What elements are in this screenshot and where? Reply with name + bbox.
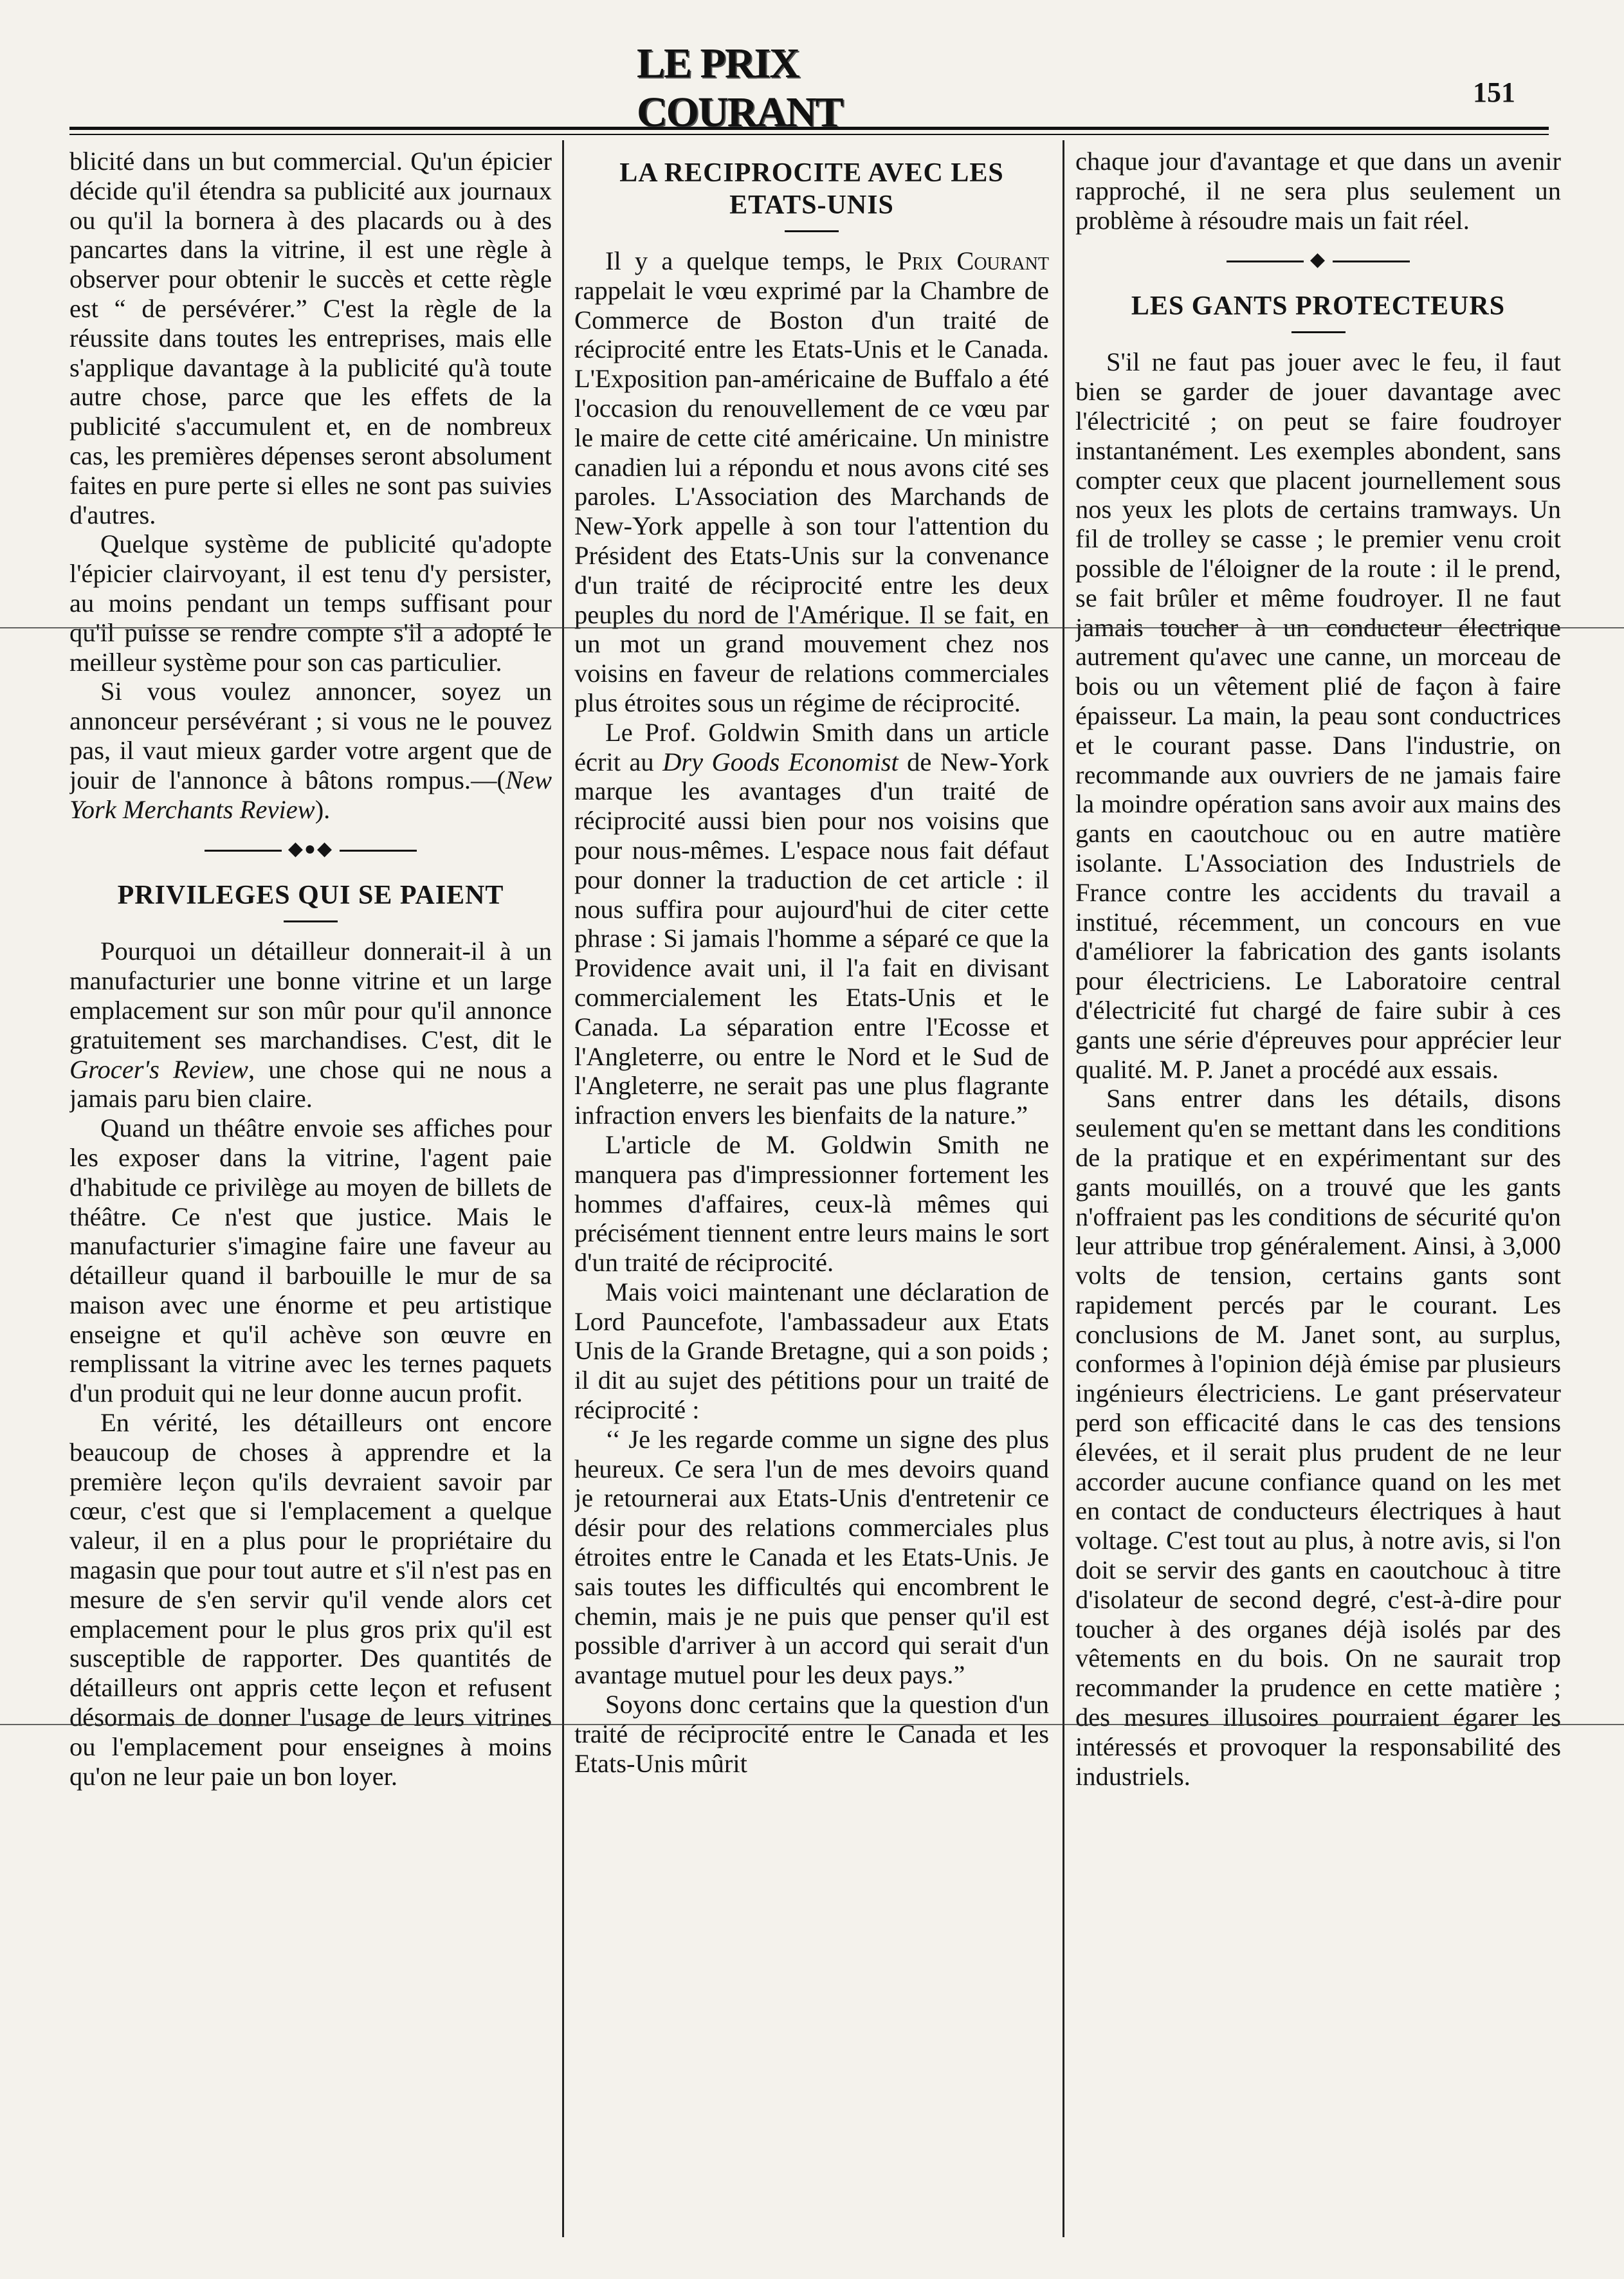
column-separator [562, 140, 564, 2237]
column-separator [1063, 140, 1064, 2237]
article-heading: LES GANTS PROTECTEURS [1131, 291, 1506, 322]
column-1 [69, 147, 552, 2237]
paragraph: En vérité, les détailleurs ont encore beaucoup de choses à apprendre et la première leçon qu'ils devraient savoir par cœur, c'est que si l'emplacement a quelque valeur, il en a plus pour le propriétaire du magasin que pour tout autre et s'il n'est pas en mesure de s'en servir qu'il vende alors cet emplacement pour le plus gros prix qu'il est susceptible de rapporter. Des quantités de détailleurs ont appris cette leçon et refusent désormais de donner l'usage de leurs vitrines ou l'emplacement pour enseignes à moins qu'on ne leur paie un bon loyer. [69, 1408, 552, 1791]
heading-rule [284, 920, 338, 922]
text: ). [315, 794, 331, 824]
paragraph: Quelque système de publicité qu'adopte l'épicier clairvoyant, il est tenu d'y persister, au moins pendant un temps suffisant pour qu'il puisse se rendre compte s'il a adopté le meilleur système pour son cas particulier. [69, 529, 552, 677]
ornament-glyph: ◆ [1309, 249, 1327, 271]
paragraph [574, 246, 1049, 718]
paragraph: blicité dans un but commercial. Qu'un épicier décide qu'il étendra sa publicité aux journaux ou qu'il la bornera à des placards ou à des pancartes dans la vitrine, il est une règle à observer pour obtenir le succès et cette règle est “ de persévérer.” C'est la règle de la réussite dans toutes les entreprises, mais elle s'applique davantage à la publicité qu'à toute autre chose, parce que les effets de la publicité s'accumulent et, en de nombreux cas, les premières dépenses seront absolument faites en pure perte si elles ne sont pas suivies d'autres. [69, 147, 552, 529]
text: , une chose qui ne nous a jamais paru bien claire. [69, 1054, 552, 1113]
page-fold-line [0, 627, 1624, 628]
section-ornament [1075, 249, 1561, 271]
paragraph: Mais voici maintenant une déclaration de Lord Pauncefote, l'ambassadeur aux Etats Unis de la Grande Bretagne, qui a son poids ; il dit au sujet des pétitions pour un traité de réciprocité : [574, 1277, 1049, 1425]
quote-paragraph: ‘‘ Je les regarde comme un signe des plus heureux. Ce sera l'un de mes devoirs quand je retournerai aux Etats-Unis d'entretenir ce désir pour des relations commerciales plus étroites entre le Canada et les Etats-Unis. Je sais toutes les difficultés qui encombrent le chemin, mais je ne puis que penser qu'il est possible d'arriver à un accord qui serait d'un avantage mutuel pour les deux pays.” [574, 1424, 1049, 1690]
ornament-glyph: ◆●◆ [287, 838, 334, 860]
paragraph: chaque jour d'avantage et que dans un avenir rapproché, il ne sera plus seulement un problème à résoudre mais un fait réel. [1075, 147, 1561, 235]
header-rule-thin [69, 134, 1549, 135]
text: Pourquoi un détailleur donnerait-il à un manufacturier une bonne vitrine et un large emplacement sur son mûr pour qu'il annonce gratuitement ses marchandises. C'est, dit le [69, 937, 552, 1054]
paragraph [69, 677, 552, 824]
article-heading: LA RECIPROCITE AVEC LES ETATS-UNIS [619, 158, 1004, 220]
heading-rule [785, 230, 839, 232]
paragraph: L'article de M. Goldwin Smith ne manquera pas d'impressionner fortement les hommes d'affaires, ceux-là mêmes qui précisément tiennent entre leurs mains le sort d'un traité de réciprocité. [574, 1130, 1049, 1277]
paragraph: Soyons donc certains que la question d'un traité de réciprocité entre le Canada et les Etats-Unis mûrit [574, 1690, 1049, 1778]
column-3 [1075, 147, 1561, 2237]
source-citation: Dry Goods Economist [662, 747, 899, 776]
paragraph [574, 718, 1049, 1130]
heading-rule [1291, 331, 1346, 333]
paragraph: S'il ne faut pas jouer avec le feu, il faut bien se garder de jouer davantage avec l'électricité ; on peut se faire foudroyer instantanément. Les exemples abondent, sans compter ceux que placent journellement sous nos yeux les plots de certains tramways. Un fil de trolley se casse ; le premier venu croit possible de l'éloigner de la route : il le prend, se fait brûler et même foudroyer. Il ne faut jamais toucher à un conducteur électrique autrement qu'avec une canne, un morceau de bois ou un vêtement plié de façon à faire épaisseur. La main, la peau sont conductrices et le courant passe. Dans l'industrie, on recommande aux ouvriers de ne jamais faire la moindre opération sans avoir aux mains des gants en caoutchouc ou en autre matière isolante. L'Association des Industriels de France contre les accidents du travail a institué, récemment, un concours en vue d'améliorer la fabrication des gants isolants pour électriciens. Le Laboratoire central d'électricité fut chargé de faire subir à ces gants une série d'épreuves pour apprécier leur qualité. M. P. Janet a procédé aux essais. [1075, 347, 1561, 1084]
masthead-logo: LE PRIX COURANT [637, 40, 843, 136]
text: Il y a quelque temps, le [605, 246, 898, 275]
column-2 [574, 147, 1049, 2237]
text: Le Prof. Goldwin Smith dans un article écrit au [574, 717, 1049, 776]
publication-name: Prix Courant [897, 246, 1049, 275]
section-ornament [69, 838, 552, 860]
header-rule [69, 127, 1549, 130]
text: de New-York marque les avantages d'un traité de réciprocité aussi bien pour nos voisins que pour nous-mêmes. L'espace nous fait défaut pour donner la traduction de cet article : il nous suffira pour aujourd'hui de citer cette phrase : Si jamais l'homme a séparé ce que la Providence avait uni, il l'a fait en divisant commercialement les Etats-Unis et le Canada. La séparation entre l'Ecosse et l'Angleterre, ou entre le Nord et le Sud de l'Angleterre, ne serait pas une plus flagrante infraction envers les bienfaits de la nature.” [574, 747, 1049, 1130]
paragraph: Sans entrer dans les détails, disons seulement qu'en se mettant dans les conditions de la pratique et en expérimentant sur des gants mouillés, on a trouvé que les gants n'offraient pas les conditions de sécurité qu'on leur attribue trop généralement. Ainsi, à 3,000 volts de tension, certains gants sont rapidement percés par le courant. Les conclusions de M. Janet sont, au surplus, conformes à l'opinion déjà émise par plusieurs ingénieurs électriciens. Le gant préservateur perd son efficacité dans le cas des tensions élevées, et il serait plus prudent de ne leur accorder aucune confiance quand on les met en contact de conducteurs électriques à haut voltage. C'est tout au plus, à notre avis, si l'on doit se servir des gants en caoutchouc à titre d'isolateur de second degré, c'est-à-dire pour toucher à des organes déjà isolés par des vêtements en du bois. On ne saurait trop recommander la prudence en cette matière ; des mesures illusoires pourraient égarer les intéressés et provoquer la responsabilité des industriels. [1075, 1084, 1561, 1791]
source-citation: New York Merchants Review [69, 765, 552, 824]
text: Si vous voulez annoncer, soyez un annonceur persévérant ; si vous ne le pouvez pas, il vaut mieux garder votre argent que de jouir de l'annonce à bâtons rompus.—( [69, 677, 552, 794]
text: rappelait le vœu exprimé par la Chambre de Commerce de Boston d'un traité de réciprocité entre les Etats-Unis et le Canada. L'Exposition pan-américaine de Buffalo a été l'occasion du renouvellement de ce vœu par le maire de cette cité américaine. Un ministre canadien lui a répondu et nous avons cité ses paroles. L'Association des Marchands de New-York appelle à son tour l'attention du Président des Etats-Unis sur la convenance d'un traité de réciprocité entre les deux peuples du nord de l'Amérique. Il se fait, en un mot un grand mouvement chez nos voisins en faveur de relations commerciales plus étroites sous un régime de réciprocité. [574, 275, 1049, 717]
page-number: 151 [1473, 77, 1515, 108]
paragraph [69, 937, 552, 1113]
paragraph: Quand un théâtre envoie ses affiches pour les exposer dans la vitrine, l'agent paie d'habitude ce privilège au moyen de billets de théâtre. Ce n'est que justice. Mais le manufacturier s'imagine faire une faveur au détailleur quand il barbouille le mur de sa maison avec une énorme et peu artistique enseigne et qu'il achève son œuvre en remplissant la vitrine avec les ternes paquets d'un produit qui ne leur donne aucun profit. [69, 1113, 552, 1408]
source-citation: Grocer's Review [69, 1054, 248, 1084]
article-heading: PRIVILEGES QUI SE PAIENT [117, 881, 504, 911]
page-fold-line [0, 1724, 1624, 1725]
